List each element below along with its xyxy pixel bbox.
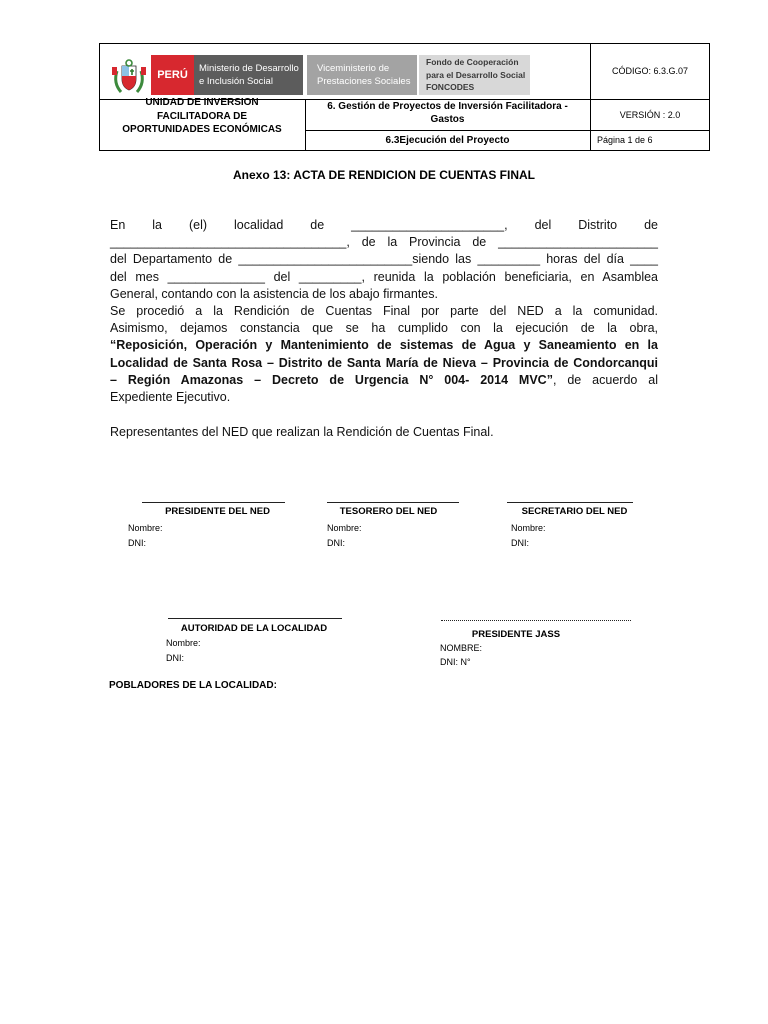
viceministerio-logo	[307, 55, 417, 95]
signature-name-field: Nombre:	[128, 523, 163, 533]
signature-title: TESORERO DEL NED	[339, 506, 438, 517]
body-text	[110, 217, 658, 406]
process-name-line: Gastos	[430, 114, 465, 125]
coat-of-arms-icon	[111, 57, 147, 97]
ministerio-logo	[194, 55, 303, 95]
project-name-end: – Región Amazonas – Decreto de Urgencia N° 004- 2014 MVC”	[110, 372, 553, 387]
signature-line	[142, 502, 285, 503]
document-code-text: CÓDIGO: 6.3.G.07	[611, 66, 689, 76]
signature-name-field: Nombre:	[327, 523, 362, 533]
process-name-line: 6. Gestión de Proyectos de Inversión Facilitadora -	[327, 101, 568, 112]
document-code	[590, 43, 710, 99]
signature-line	[168, 618, 342, 619]
signature-line	[507, 502, 633, 503]
project-name-line: “Reposición, Operación y Mantenimiento de sistemas de Agua y Saneamiento en la	[110, 338, 658, 353]
ministerio-logo-line: Ministerio de Desarrollo	[199, 63, 299, 74]
signature-title: PRESIDENTE JASS	[471, 629, 561, 640]
unit-name-line: UNIDAD DE INVERSION	[145, 97, 259, 108]
signature-name-field: Nombre:	[166, 638, 201, 648]
body-line: del mes ______________ del _________, reunida la población beneficiaria, en Asamblea	[110, 269, 658, 284]
subprocess-name-text: 6.3Ejecución del Proyecto	[385, 135, 510, 146]
process-name	[305, 100, 590, 126]
signature-dni-field: DNI:	[128, 538, 146, 548]
residents-heading: POBLADORES DE LA LOCALIDAD:	[109, 680, 277, 691]
signature-dni-field: DNI: N°	[440, 657, 471, 667]
project-tail: , de acuerdo al	[552, 372, 658, 387]
document-version-text: VERSIÓN : 2.0	[619, 109, 681, 120]
signature-title: AUTORIDAD DE LA LOCALIDAD	[180, 623, 328, 634]
subprocess-name	[305, 130, 590, 151]
peru-logo	[151, 55, 194, 95]
unit-name	[99, 96, 305, 137]
ministerio-logo-line: e Inclusión Social	[199, 76, 273, 87]
signature-title: SECRETARIO DEL NED	[521, 506, 628, 517]
signature-dni-field: DNI:	[166, 653, 184, 663]
signature-line	[441, 620, 631, 621]
foncodes-logo-line: FONCODES	[426, 82, 475, 92]
signature-dni-field: DNI:	[511, 538, 529, 548]
page-number: Página 1 de 6	[597, 135, 653, 145]
document-version	[590, 99, 710, 130]
unit-name-line: OPORTUNIDADES ECONÓMICAS	[122, 124, 282, 135]
representatives-text: Representantes del NED que realizan la Rendición de Cuentas Final.	[110, 425, 494, 439]
body-line: Se procedió a la Rendición de Cuentas Final por parte del NED a la comunidad.	[110, 303, 658, 318]
body-line: del Departamento de _________________________siendo las _________ horas del día ____	[110, 252, 658, 267]
signature-name-field: NOMBRE:	[440, 643, 483, 653]
body-line: Asimismo, dejamos constancia que se ha cumplido con la ejecución de la obra,	[110, 321, 658, 336]
body-line: En la (el) localidad de ______________________, del Distrito de	[110, 218, 658, 232]
foncodes-logo-line: Fondo de Cooperación	[426, 57, 519, 67]
peru-logo-text: PERÚ	[157, 69, 188, 81]
viceministerio-logo-line: Prestaciones Sociales	[317, 76, 411, 87]
signature-title: PRESIDENTE DEL NED	[165, 506, 270, 517]
viceministerio-logo-line: Viceministerio de	[317, 63, 390, 74]
foncodes-logo	[419, 55, 530, 95]
body-line: Expediente Ejecutivo.	[110, 389, 231, 404]
foncodes-logo-line: para el Desarrollo Social	[426, 69, 526, 80]
signature-line	[327, 502, 459, 503]
body-line: __________________________________, de la Provincia de _______________________	[110, 235, 658, 250]
page-title: Anexo 13: ACTA DE RENDICION DE CUENTAS FINAL	[232, 168, 535, 182]
signature-name-field: Nombre:	[511, 523, 546, 533]
body-line: General, contando con la asistencia de los abajo firmantes.	[110, 286, 438, 301]
project-name-line: Localidad de Santa Rosa – Distrito de Santa María de Nieva – Provincia de Condorcanqui	[110, 355, 658, 370]
unit-name-line: FACILITADORA DE	[157, 110, 247, 122]
signature-dni-field: DNI:	[327, 538, 345, 548]
project-name-line	[110, 372, 658, 389]
